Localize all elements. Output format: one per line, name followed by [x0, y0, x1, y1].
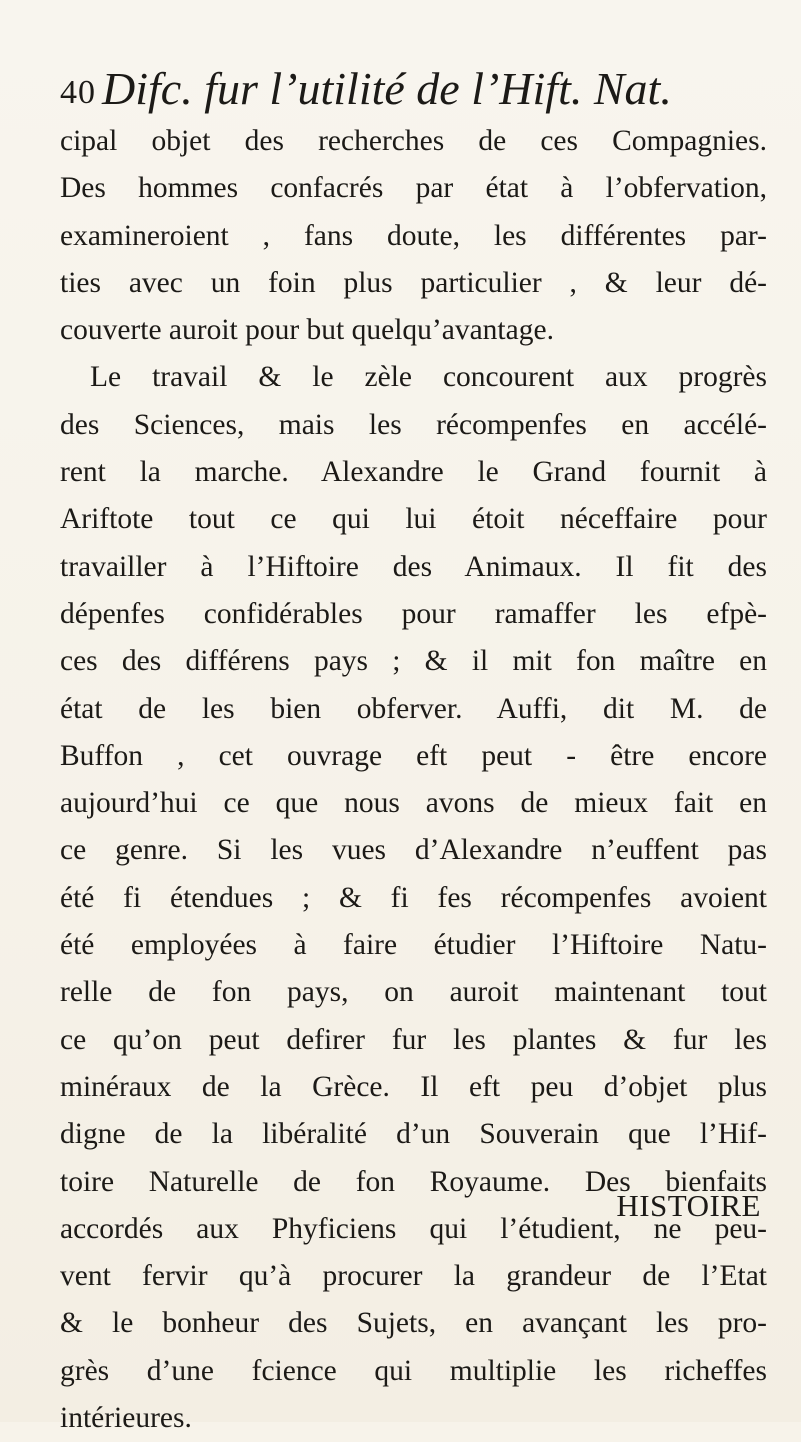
text-line: toire Naturelle de fon Royaume. Des bienfaits: [60, 1165, 767, 1198]
text-line: accordés aux Phyficiens qui l’étudient, ne peu-: [60, 1212, 767, 1245]
text-line: couverte auroit pour but quelqu’avantage.: [60, 314, 554, 347]
text-line: Ariftote tout ce qui lui étoit néceffaire pour: [60, 503, 767, 536]
running-title: Difc. fur l’utilité de l’Hift. Nat.: [102, 63, 672, 114]
text-line: Buffon , cet ouvrage eft peut - être encore: [60, 739, 767, 772]
text-line: digne de la libéralité d’un Souverain que l’Hif-: [60, 1118, 767, 1151]
body-text: [60, 118, 767, 1442]
text-line: minéraux de la Grèce. Il eft peu d’objet plus: [60, 1070, 767, 1103]
text-line: intérieures.: [60, 1402, 192, 1435]
text-line: ce genre. Si les vues d’Alexandre n’euffent pas: [60, 834, 767, 867]
text-line: aujourd’hui ce que nous avons de mieux fait en: [60, 787, 767, 820]
page-header: [60, 62, 760, 118]
text-line: cipal objet des recherches de ces Compagnies.: [60, 125, 767, 157]
text-line: relle de fon pays, on auroit maintenant tout: [60, 976, 767, 1009]
text-line: ces des différens pays ; & il mit fon maître en: [60, 645, 767, 678]
text-line: état de les bien obferver. Auffi, dit M. de: [60, 692, 767, 725]
text-line: Le travail & le zèle concourent aux progrès: [90, 361, 767, 394]
text-line: été employées à faire étudier l’Hiftoire Natu-: [60, 929, 767, 962]
text-line: dépenfes confidérables pour ramaffer les efpè-: [60, 597, 767, 630]
text-line: été fi étendues ; & fi fes récompenfes avoient: [60, 881, 767, 914]
text-line: rent la marche. Alexandre le Grand fournit à: [60, 456, 767, 489]
text-line: vent fervir qu’à procurer la grandeur de l’Etat: [60, 1260, 767, 1293]
text-line: des Sciences, mais les récompenfes en accélé-: [60, 408, 767, 441]
text-line: travailler à l’Hiftoire des Animaux. Il fit des: [60, 550, 767, 583]
text-line: ce qu’on peut defirer fur les plantes & fur les: [60, 1023, 767, 1056]
catchword: HISTOIRE: [616, 1188, 761, 1223]
text-line: & le bonheur des Sujets, en avançant les pro-: [60, 1307, 767, 1340]
text-line: examineroient , fans doute, les différentes par-: [60, 219, 767, 252]
text-line: ties avec un foin plus particulier , & leur dé-: [60, 266, 767, 299]
page-number: 40: [60, 74, 96, 111]
text-line: grès d’une fcience qui multiplie les richeffes: [60, 1354, 767, 1387]
text-line: Des hommes confacrés par état à l’obfervation,: [60, 172, 767, 205]
